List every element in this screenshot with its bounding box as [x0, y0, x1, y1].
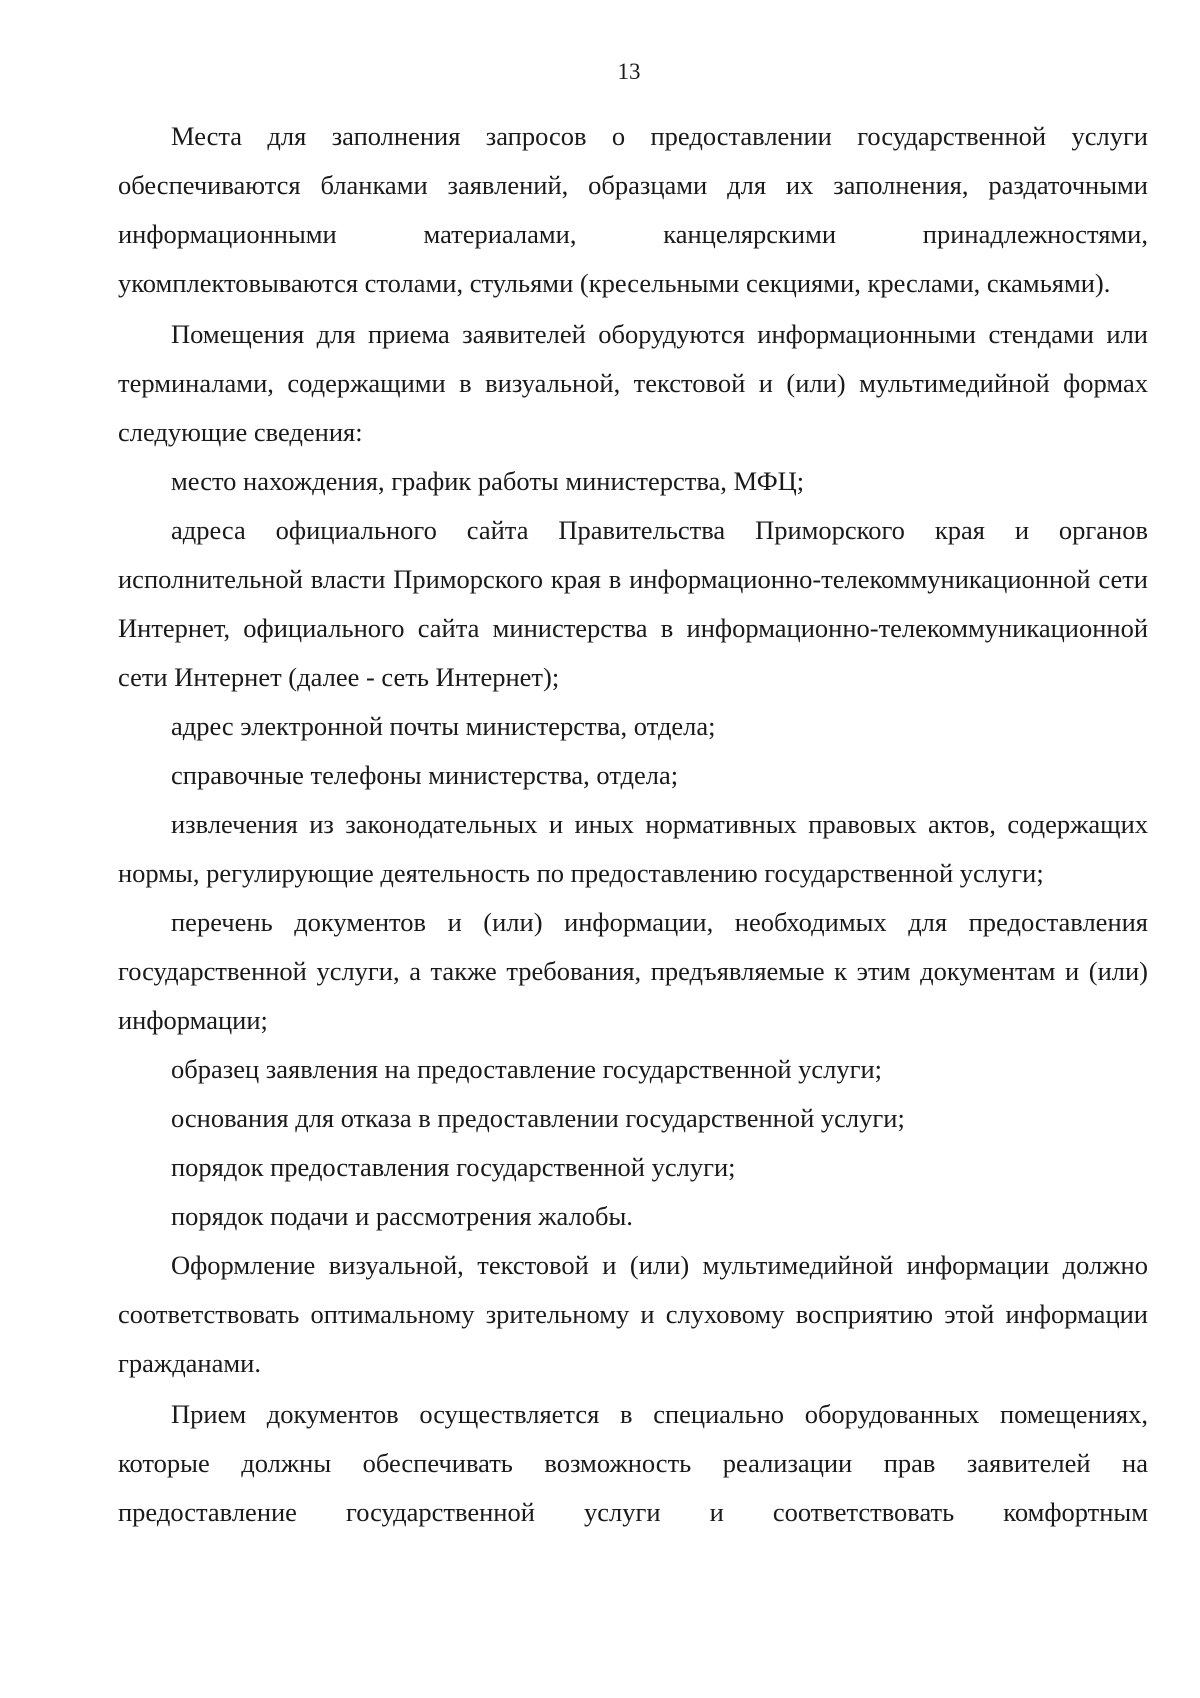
document-body: [118, 112, 1148, 1537]
paragraph-premises: Помещения для приема заявителей оборудуются информационными стендами или терминалами, содержащими в визуальной, текстовой и (или) мультимедийной формах следующие сведения:: [118, 319, 1148, 447]
list-item-location: место нахождения, график работы министерства, МФЦ;: [171, 466, 805, 496]
list-item-website-addresses: адреса официального сайта Правительства Приморского края и органов исполнительной власти Приморского края в информационно-телекоммуникационной сети Интернет, официального сайта министерства в информационно-телекоммуникационной сети Интернет (далее - сеть Интернет);: [118, 515, 1148, 692]
page-number: 13: [617, 59, 641, 84]
list-item-documents: перечень документов и (или) информации, необходимых для предоставления государственной услуги, а также требования, предъявляемые к этим документам и (или) информации;: [118, 907, 1148, 1035]
list-item-email: адрес электронной почты министерства, отдела;: [171, 711, 716, 741]
paragraph-design: Оформление визуальной, текстовой и (или) мультимедийной информации должно соответствовать оптимальному зрительному и слуховому восприятию этой информации гражданами.: [118, 1250, 1148, 1378]
paragraph-workplaces: Места для заполнения запросов о предоставлении государственной услуги обеспечиваются бланками заявлений, образцами для их заполнения, раздаточными информационными материалами, канцелярскими принадлежностями, укомплектовываются столами, стульями (кресельными секциями, креслами, скамьями).: [118, 121, 1148, 298]
list-item-legal-extracts: извлечения из законодательных и иных нормативных правовых актов, содержащих нормы, регулирующие деятельность по предоставлению государственной услуги;: [118, 809, 1148, 888]
list-item-application-sample: образец заявления на предоставление государственной услуги;: [171, 1054, 883, 1084]
list-item-refusal-grounds: основания для отказа в предоставлении государственной услуги;: [171, 1103, 905, 1133]
paragraph-reception: Прием документов осуществляется в специально оборудованных помещениях, которые должны обеспечивать возможность реализации прав заявителей на предоставление государственной услуги и соответствовать комфортным: [118, 1399, 1148, 1527]
list-item-phones: справочные телефоны министерства, отдела;: [171, 760, 679, 790]
list-item-procedure: порядок предоставления государственной услуги;: [171, 1152, 736, 1182]
list-item-complaints: порядок подачи и рассмотрения жалобы.: [171, 1201, 633, 1231]
